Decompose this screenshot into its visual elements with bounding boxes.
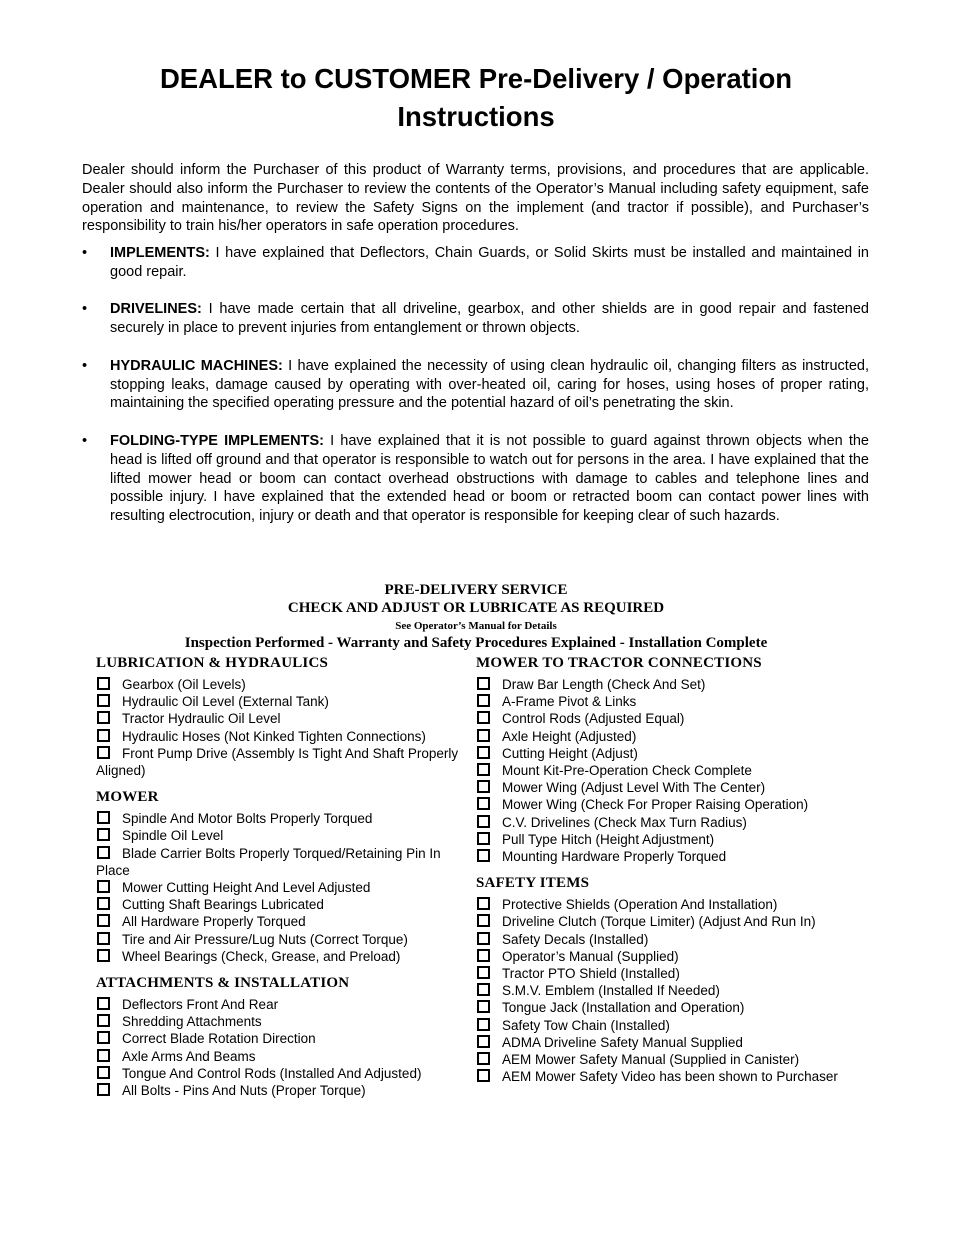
bullet-marker: • bbox=[82, 432, 88, 449]
instruction-text: I have explained that it is not possible to guard against thrown objects when the head is lifted off ground and that operator is responsible to watch out for persons in the area. I have explained that the lifted mower head or boom can contact overhead obstructions with damage to cables and telephone lines and possible injury. I have explained that the extended head or boom or retracted boom can contact power lines with resulting electrocution, injury or death and that operator is responsible for keeping clear of such hazards. bbox=[110, 432, 869, 525]
checkbox[interactable] bbox=[97, 1049, 110, 1062]
checkbox[interactable] bbox=[97, 694, 110, 707]
checklist-item-label: AEM Mower Safety Video has been shown to Purchaser bbox=[502, 1069, 838, 1085]
checkbox[interactable] bbox=[97, 932, 110, 945]
checklist-item bbox=[96, 1082, 474, 1099]
service-subheading: CHECK AND ADJUST OR LUBRICATE AS REQUIRED bbox=[287, 600, 665, 616]
checklist-item bbox=[476, 710, 876, 727]
checklist-item bbox=[476, 896, 876, 913]
checkbox[interactable] bbox=[477, 677, 490, 690]
checkbox[interactable] bbox=[97, 1014, 110, 1027]
checklist-item-label: Safety Tow Chain (Installed) bbox=[502, 1017, 670, 1033]
checklist-item-label: All Hardware Properly Torqued bbox=[122, 914, 306, 930]
checklist-item bbox=[476, 965, 876, 982]
checklist-lubrication bbox=[96, 676, 474, 779]
checklist-item-label: Correct Blade Rotation Direction bbox=[122, 1031, 316, 1047]
page-title: DEALER to CUSTOMER Pre-Delivery / Operation Instructions bbox=[159, 63, 793, 132]
checklist-item bbox=[476, 693, 876, 710]
checklist-item bbox=[96, 728, 474, 745]
checkbox[interactable] bbox=[477, 966, 490, 979]
checklist-connections bbox=[476, 676, 876, 865]
checklist-item bbox=[476, 814, 876, 831]
section-heading-safety: SAFETY ITEMS bbox=[476, 875, 590, 892]
section-heading-attachments: ATTACHMENTS & INSTALLATION bbox=[96, 975, 350, 992]
checklist-item bbox=[96, 1030, 474, 1047]
checklist-item bbox=[96, 745, 474, 779]
checklist-item-label: Front Pump Drive (Assembly Is Tight And Shaft Properly Aligned) bbox=[96, 745, 459, 779]
instruction-lead: HYDRAULIC MACHINES: bbox=[110, 357, 283, 374]
checklist-item bbox=[96, 1013, 474, 1030]
checklist-item-label: A-Frame Pivot & Links bbox=[502, 694, 637, 710]
checklist-item bbox=[96, 948, 474, 965]
checklist-item-label: Hydraulic Hoses (Not Kinked Tighten Connections) bbox=[122, 728, 426, 744]
checkbox[interactable] bbox=[97, 1031, 110, 1044]
checklist-item-label: Axle Arms And Beams bbox=[122, 1048, 256, 1064]
checklist-item-label: Mower Cutting Height And Level Adjusted bbox=[122, 880, 371, 896]
checkbox[interactable] bbox=[97, 677, 110, 690]
checklist-item bbox=[96, 693, 474, 710]
checklist-item bbox=[96, 810, 474, 827]
intro-paragraph: Dealer should inform the Purchaser of this product of Warranty terms, provisions, and procedures that are applicable. Dealer should also inform the Purchaser to review the contents of the Operator’s Manual including safety equipment, safe operation and maintenance, to review the Safety Signs on the implement (and tractor if possible), and Purchaser’s responsibility to train his/her operators in safe operation procedures. bbox=[82, 162, 869, 235]
checklist-item bbox=[476, 913, 876, 930]
checklist-item bbox=[476, 982, 876, 999]
checkbox[interactable] bbox=[477, 914, 490, 927]
instruction-text: I have made certain that all driveline, gearbox, and other shields are in good repair and fastened securely in place to prevent injuries from entanglement or thrown objects. bbox=[110, 301, 869, 337]
checkbox[interactable] bbox=[477, 932, 490, 945]
section-heading-connections: MOWER TO TRACTOR CONNECTIONS bbox=[476, 655, 762, 671]
checklist-right-column bbox=[476, 653, 876, 1093]
checklist-item-label: Safety Decals (Installed) bbox=[502, 931, 649, 947]
checkbox[interactable] bbox=[477, 897, 490, 910]
bullet-marker: • bbox=[82, 357, 88, 374]
checklist-item bbox=[476, 728, 876, 745]
service-manual-note: See Operator’s Manual for Details bbox=[395, 620, 557, 632]
checkbox[interactable] bbox=[477, 983, 490, 996]
checklist-mower bbox=[96, 810, 474, 965]
section-heading-mower: MOWER bbox=[96, 789, 159, 806]
checkbox[interactable] bbox=[477, 711, 490, 724]
checklist-item bbox=[96, 676, 474, 693]
checklist-item-label: ADMA Driveline Safety Manual Supplied bbox=[502, 1034, 743, 1050]
checklist-item bbox=[476, 1017, 876, 1034]
checklist-item-label: S.M.V. Emblem (Installed If Needed) bbox=[502, 983, 720, 999]
checklist-item bbox=[96, 996, 474, 1013]
checkbox[interactable] bbox=[477, 729, 490, 742]
checklist-item-label: Deflectors Front And Rear bbox=[122, 997, 279, 1013]
checkbox[interactable] bbox=[97, 880, 110, 893]
section-heading-lubrication: LUBRICATION & HYDRAULICS bbox=[96, 655, 329, 671]
checkbox[interactable] bbox=[97, 711, 110, 724]
checklist-item bbox=[96, 931, 474, 948]
checklist-item-label: Shredding Attachments bbox=[122, 1014, 262, 1030]
checklist-item bbox=[96, 1048, 474, 1065]
checkbox[interactable] bbox=[97, 729, 110, 742]
checkbox[interactable] bbox=[477, 780, 490, 793]
checklist-item-label: Tongue And Control Rods (Installed And Adjusted) bbox=[122, 1065, 422, 1081]
checklist-item bbox=[476, 948, 876, 965]
checklist-item-label: All Bolts - Pins And Nuts (Proper Torque) bbox=[122, 1083, 366, 1099]
checklist-item bbox=[96, 913, 474, 930]
bullet-marker: • bbox=[82, 245, 88, 261]
checkbox[interactable] bbox=[97, 828, 110, 841]
instruction-text: I have explained the necessity of using clean hydraulic oil, changing filters as instructed, stopping leaks, damage caused by operating with over-heated oil, caring for hoses, using hoses of proper rating, maintaining the specified operating pressure and the potential hazard of oil’s penetrating the skin. bbox=[110, 357, 869, 412]
checkbox[interactable] bbox=[477, 1052, 490, 1065]
checklist-item-label: Wheel Bearings (Check, Grease, and Preload) bbox=[122, 948, 401, 964]
checklist-item bbox=[96, 896, 474, 913]
checklist-item bbox=[476, 831, 876, 848]
instruction-implements bbox=[82, 244, 869, 282]
checklist-item-label: Operator’s Manual (Supplied) bbox=[502, 948, 679, 964]
checklist-item-label: Cutting Shaft Bearings Lubricated bbox=[122, 897, 324, 913]
checkbox[interactable] bbox=[477, 1018, 490, 1031]
checklist-item bbox=[476, 779, 876, 796]
checklist-item-label: Tractor PTO Shield (Installed) bbox=[502, 966, 680, 982]
instruction-list bbox=[82, 244, 869, 545]
checkbox[interactable] bbox=[97, 811, 110, 824]
instruction-hydraulic-machines bbox=[82, 357, 869, 413]
checkbox[interactable] bbox=[477, 746, 490, 759]
bullet-marker: • bbox=[82, 301, 88, 318]
checklist-item bbox=[476, 931, 876, 948]
checkbox[interactable] bbox=[97, 846, 110, 859]
checklist-item-label: Hydraulic Oil Level (External Tank) bbox=[122, 694, 329, 710]
checklist-item-label: Blade Carrier Bolts Properly Torqued/Retaining Pin In Place bbox=[96, 845, 441, 878]
checkbox[interactable] bbox=[97, 746, 110, 759]
checkbox[interactable] bbox=[97, 949, 110, 962]
checkbox[interactable] bbox=[97, 914, 110, 927]
checklist-item-label: Mount Kit-Pre-Operation Check Complete bbox=[502, 763, 752, 779]
checklist-item bbox=[476, 745, 876, 762]
checklist-item-label: Tractor Hydraulic Oil Level bbox=[122, 711, 281, 727]
checkbox[interactable] bbox=[477, 763, 490, 776]
service-inspection-line: Inspection Performed - Warranty and Safety Procedures Explained - Installation Complete bbox=[184, 635, 768, 651]
checkbox[interactable] bbox=[97, 1066, 110, 1079]
checklist-item-label: Draw Bar Length (Check And Set) bbox=[502, 677, 706, 692]
checklist-item bbox=[96, 845, 474, 879]
checkbox[interactable] bbox=[477, 1069, 490, 1082]
checklist-item bbox=[96, 879, 474, 896]
checklist-attachments bbox=[96, 996, 474, 1099]
checklist-item-label: Protective Shields (Operation And Installation) bbox=[502, 897, 778, 913]
checklist-item-label: Mounting Hardware Properly Torqued bbox=[502, 849, 727, 865]
checklist-item-label: Spindle And Motor Bolts Properly Torqued bbox=[122, 811, 373, 827]
checklist-item-label: AEM Mower Safety Manual (Supplied in Canister) bbox=[502, 1052, 800, 1068]
checkbox[interactable] bbox=[97, 997, 110, 1010]
checklist-safety bbox=[476, 896, 876, 1085]
checklist-item-label: C.V. Drivelines (Check Max Turn Radius) bbox=[502, 814, 747, 830]
checkbox[interactable] bbox=[477, 694, 490, 707]
checklist-item-label: Pull Type Hitch (Height Adjustment) bbox=[502, 831, 715, 847]
checkbox[interactable] bbox=[477, 949, 490, 962]
service-heading: PRE-DELIVERY SERVICE bbox=[384, 582, 568, 598]
checklist-item bbox=[476, 1068, 876, 1085]
checkbox[interactable] bbox=[477, 1000, 490, 1013]
checklist-item-label: Tire and Air Pressure/Lug Nuts (Correct Torque) bbox=[122, 931, 408, 947]
instruction-lead: IMPLEMENTS: bbox=[110, 245, 210, 261]
checklist-item bbox=[476, 1034, 876, 1051]
instruction-folding-type bbox=[82, 432, 869, 526]
checklist-item-label: Tongue Jack (Installation and Operation) bbox=[502, 1000, 745, 1016]
checklist-item-label: Gearbox (Oil Levels) bbox=[122, 677, 246, 692]
checklist-item-label: Axle Height (Adjusted) bbox=[502, 728, 637, 744]
checklist-item bbox=[96, 827, 474, 844]
checklist-item-label: Mower Wing (Adjust Level With The Center) bbox=[502, 780, 766, 796]
instruction-text: I have explained that Deflectors, Chain Guards, or Solid Skirts must be installed and maintained in good repair. bbox=[110, 245, 869, 280]
checklist-item-label: Mower Wing (Check For Proper Raising Operation) bbox=[502, 797, 809, 813]
checklist-item-label: Cutting Height (Adjust) bbox=[502, 745, 638, 761]
checkbox[interactable] bbox=[477, 815, 490, 828]
checklist-item-label: Spindle Oil Level bbox=[122, 828, 224, 844]
instruction-drivelines bbox=[82, 300, 869, 338]
checkbox[interactable] bbox=[97, 1083, 110, 1096]
checklist-item bbox=[476, 1051, 876, 1068]
checklist-item bbox=[476, 762, 876, 779]
instruction-lead: FOLDING-TYPE IMPLEMENTS: bbox=[110, 432, 324, 449]
checklist-left-column bbox=[96, 653, 474, 1107]
checklist-item bbox=[476, 848, 876, 865]
instruction-lead: DRIVELINES: bbox=[110, 301, 202, 318]
checkbox[interactable] bbox=[477, 1035, 490, 1048]
checklist-item-label: Control Rods (Adjusted Equal) bbox=[502, 711, 685, 727]
checklist-item bbox=[476, 796, 876, 813]
checklist-item bbox=[96, 710, 474, 727]
checkbox[interactable] bbox=[477, 849, 490, 862]
checklist-item bbox=[96, 1065, 474, 1082]
checkbox[interactable] bbox=[97, 897, 110, 910]
checklist-item bbox=[476, 999, 876, 1016]
checklist-item bbox=[476, 676, 876, 693]
checkbox[interactable] bbox=[477, 832, 490, 845]
checklist-item-label: Driveline Clutch (Torque Limiter) (Adjust And Run In) bbox=[502, 914, 816, 930]
checkbox[interactable] bbox=[477, 797, 490, 810]
